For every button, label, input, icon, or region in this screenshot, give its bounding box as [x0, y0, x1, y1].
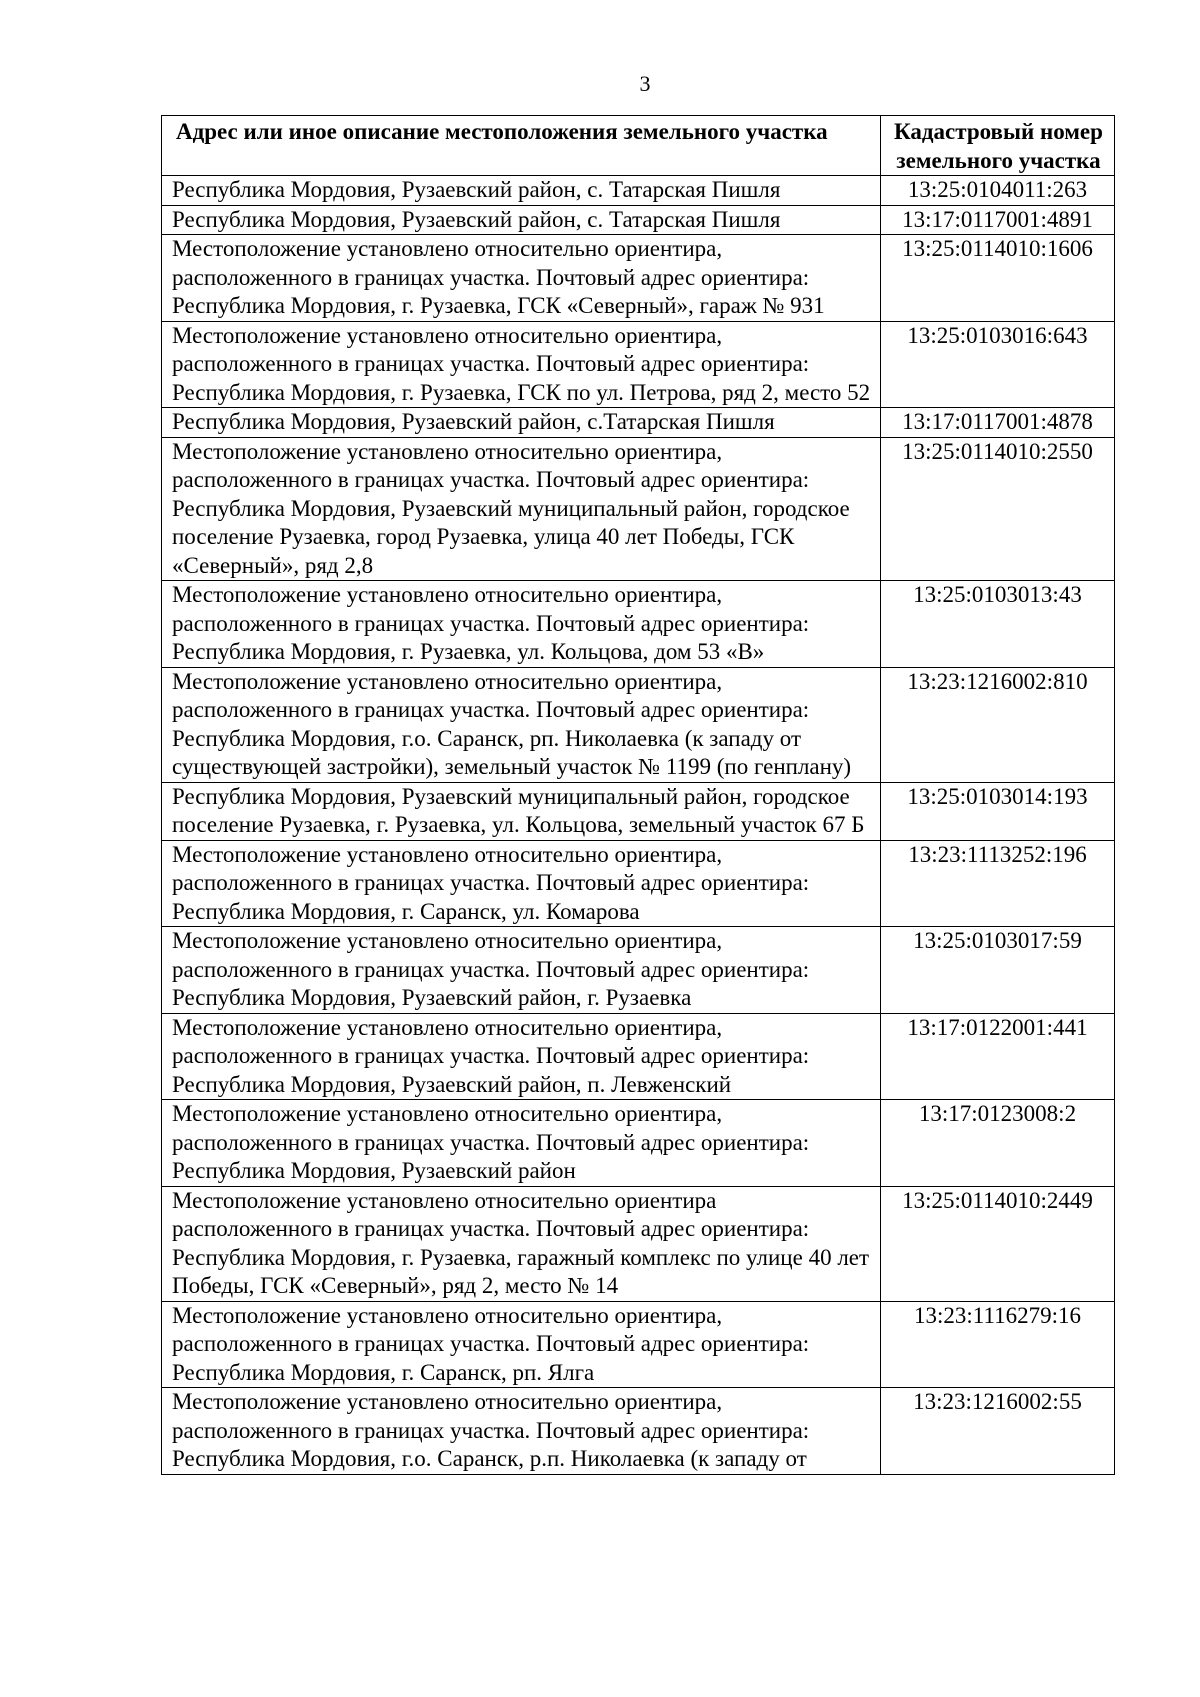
address-cell: Местоположение установлено относительно ориентира, расположенного в границах участка. Почтовый адрес ориентира: Республика Мордовия, Рузаевский муниципальный район, городское поселение Рузаевка, город Рузаевка, улица 40 лет Победы, ГСК «Северный», ряд 2,8 — [162, 437, 881, 581]
cadastral-number-cell: 13:23:1216002:55 — [881, 1388, 1115, 1475]
page-number: 3 — [639, 71, 651, 96]
address-cell: Местоположение установлено относительно ориентира, расположенного в границах участка. Почтовый адрес ориентира: Республика Мордовия, г. Рузаевка, ГСК «Северный», гараж № 931 — [162, 235, 881, 322]
table-body — [162, 176, 1115, 1475]
cadastral-number-cell: 13:25:0103016:643 — [881, 321, 1115, 408]
table-row — [162, 927, 1115, 1014]
address-cell: Республика Мордовия, Рузаевский муниципальный район, городское поселение Рузаевка, г. Рузаевка, ул. Кольцова, земельный участок 67 Б — [162, 782, 881, 840]
cadastral-number-cell: 13:17:0123008:2 — [881, 1100, 1115, 1187]
table-row — [162, 667, 1115, 782]
table-row — [162, 581, 1115, 668]
address-cell: Местоположение установлено относительно ориентира, расположенного в границах участка. Почтовый адрес ориентира: Республика Мордовия, Рузаевский район — [162, 1100, 881, 1187]
table-row — [162, 782, 1115, 840]
cadastral-number-cell: 13:23:1116279:16 — [881, 1301, 1115, 1388]
cadastral-number-cell: 13:17:0122001:441 — [881, 1013, 1115, 1100]
address-cell: Местоположение установлено относительно ориентира, расположенного в границах участка. Почтовый адрес ориентира: Республика Мордовия, г. Рузаевка, ул. Кольцова, дом 53 «В» — [162, 581, 881, 668]
table-row — [162, 235, 1115, 322]
table-row — [162, 176, 1115, 206]
address-cell: Местоположение установлено относительно ориентира, расположенного в границах участка. Почтовый адрес ориентира: Республика Мордовия, г. Саранск, рп. Ялга — [162, 1301, 881, 1388]
address-cell: Местоположение установлено относительно ориентира, расположенного в границах участка. Почтовый адрес ориентира: Республика Мордовия, г. Рузаевка, ГСК по ул. Петрова, ряд 2, место 52 — [162, 321, 881, 408]
cadastral-number-cell: 13:25:0103014:193 — [881, 782, 1115, 840]
table-row — [162, 408, 1115, 438]
table-row — [162, 1186, 1115, 1301]
table-row — [162, 1100, 1115, 1187]
cadastral-number-cell: 13:25:0104011:263 — [881, 176, 1115, 206]
table-row — [162, 205, 1115, 235]
table-row — [162, 321, 1115, 408]
address-cell: Местоположение установлено относительно ориентира расположенного в границах участка. Почтовый адрес ориентира: Республика Мордовия, г. Рузаевка, гаражный комплекс по улице 40 лет Победы, ГСК «Северный», ряд 2, место № 14 — [162, 1186, 881, 1301]
table-row — [162, 1388, 1115, 1475]
cadastral-number-cell: 13:23:1113252:196 — [881, 840, 1115, 927]
table-row — [162, 1013, 1115, 1100]
cadastral-number-cell: 13:25:0103017:59 — [881, 927, 1115, 1014]
cadastral-number-cell: 13:25:0114010:2550 — [881, 437, 1115, 581]
table-row — [162, 437, 1115, 581]
cadastral-number-cell: 13:25:0114010:2449 — [881, 1186, 1115, 1301]
header-cadastral-number: Кадастровый номер земельного участка — [881, 116, 1115, 176]
address-cell: Республика Мордовия, Рузаевский район, с. Татарская Пишля — [162, 176, 881, 206]
cadastral-number-cell: 13:25:0103013:43 — [881, 581, 1115, 668]
land-plots-table — [161, 115, 1115, 1475]
cadastral-number-cell: 13:25:0114010:1606 — [881, 235, 1115, 322]
address-cell: Местоположение установлено относительно ориентира, расположенного в границах участка. Почтовый адрес ориентира: Республика Мордовия, г.о. Саранск, рп. Николаевка (к западу от существующей застройки), земельный участок № 1199 (по генплану) — [162, 667, 881, 782]
address-cell: Республика Мордовия, Рузаевский район, с.Татарская Пишля — [162, 408, 881, 438]
cadastral-number-cell: 13:17:0117001:4891 — [881, 205, 1115, 235]
address-cell: Местоположение установлено относительно ориентира, расположенного в границах участка. Почтовый адрес ориентира: Республика Мордовия, г.о. Саранск, р.п. Николаевка (к западу от — [162, 1388, 881, 1475]
table-row — [162, 1301, 1115, 1388]
address-cell: Местоположение установлено относительно ориентира, расположенного в границах участка. Почтовый адрес ориентира: Республика Мордовия, г. Саранск, ул. Комарова — [162, 840, 881, 927]
cadastral-number-cell: 13:23:1216002:810 — [881, 667, 1115, 782]
address-cell: Местоположение установлено относительно ориентира, расположенного в границах участка. Почтовый адрес ориентира: Республика Мордовия, Рузаевский район, п. Левженский — [162, 1013, 881, 1100]
header-address: Адрес или иное описание местоположения земельного участка — [162, 116, 881, 176]
table-row — [162, 840, 1115, 927]
address-cell: Местоположение установлено относительно ориентира, расположенного в границах участка. Почтовый адрес ориентира: Республика Мордовия, Рузаевский район, г. Рузаевка — [162, 927, 881, 1014]
address-cell: Республика Мордовия, Рузаевский район, с. Татарская Пишля — [162, 205, 881, 235]
table-header-row — [162, 116, 1115, 176]
cadastral-number-cell: 13:17:0117001:4878 — [881, 408, 1115, 438]
